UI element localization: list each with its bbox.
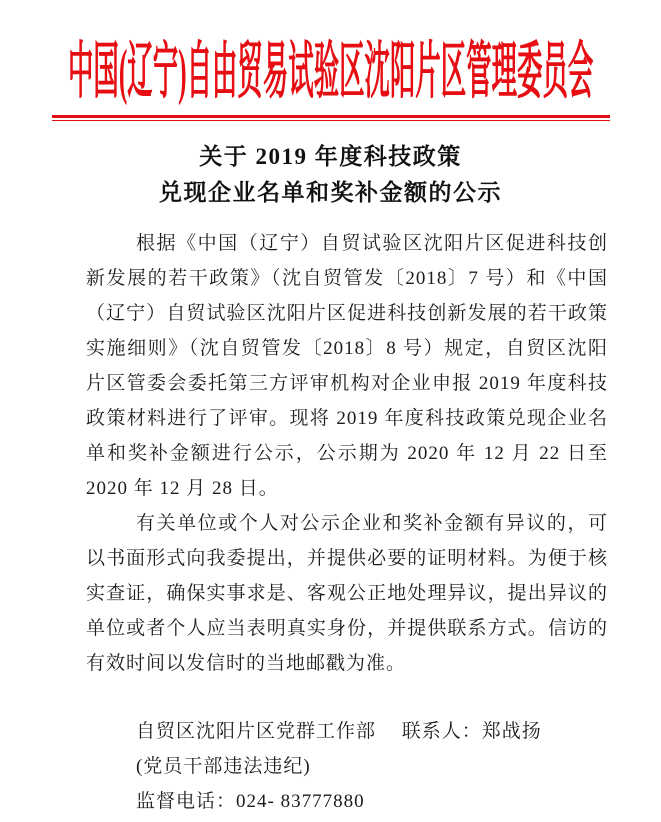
footer-note-line: (党员干部违法违纪)	[136, 756, 311, 777]
document-title	[0, 139, 661, 211]
document-title-line1: 关于 2019 年度科技政策	[199, 144, 462, 169]
body-paragraph-2: 有关单位或个人对公示企业和奖补金额有异议的，可以书面形式向我委提出，并提供必要的证明材料。为便于核实查证，确保实事求是、客观公正地处理异议，提出异议的单位或者个人应当表明真实身份，并提供联系方式。信访的有效时间以发信时的当地邮戳为准。	[86, 513, 608, 674]
document-title-line2: 兑现企业名单和奖补金额的公示	[159, 180, 502, 205]
footer-contact-block	[86, 714, 608, 819]
footer-phone-line: 监督电话：024- 83777880	[136, 791, 365, 812]
body-paragraph-1: 根据《中国（辽宁）自贸试验区沈阳片区促进科技创新发展的若干政策》（沈自贸管发〔2018〕7 号）和《中国（辽宁）自贸试验区沈阳片区促进科技创新发展的若干政策实施细则》（沈自贸管发〔2018〕8 号）规定，自贸区沈阳片区管委会委托第三方评审机构对企业申报 2019 年度科技政策材料进行了评审。现将 2019 年度科技政策兑现企业名单和奖补金额进行公示，公示期为 2020 年 12 月 22 日至 2020 年 12 月 28 日。	[86, 233, 608, 499]
letterhead-org-name: 中国(辽宁)自由贸易试验区沈阳片区管理委员会	[67, 38, 594, 106]
letterhead	[0, 40, 661, 104]
document-body	[86, 226, 608, 681]
footer-department-line: 自贸区沈阳片区党群工作部 联系人：郑战扬	[136, 721, 542, 742]
red-divider-rule	[52, 115, 610, 121]
